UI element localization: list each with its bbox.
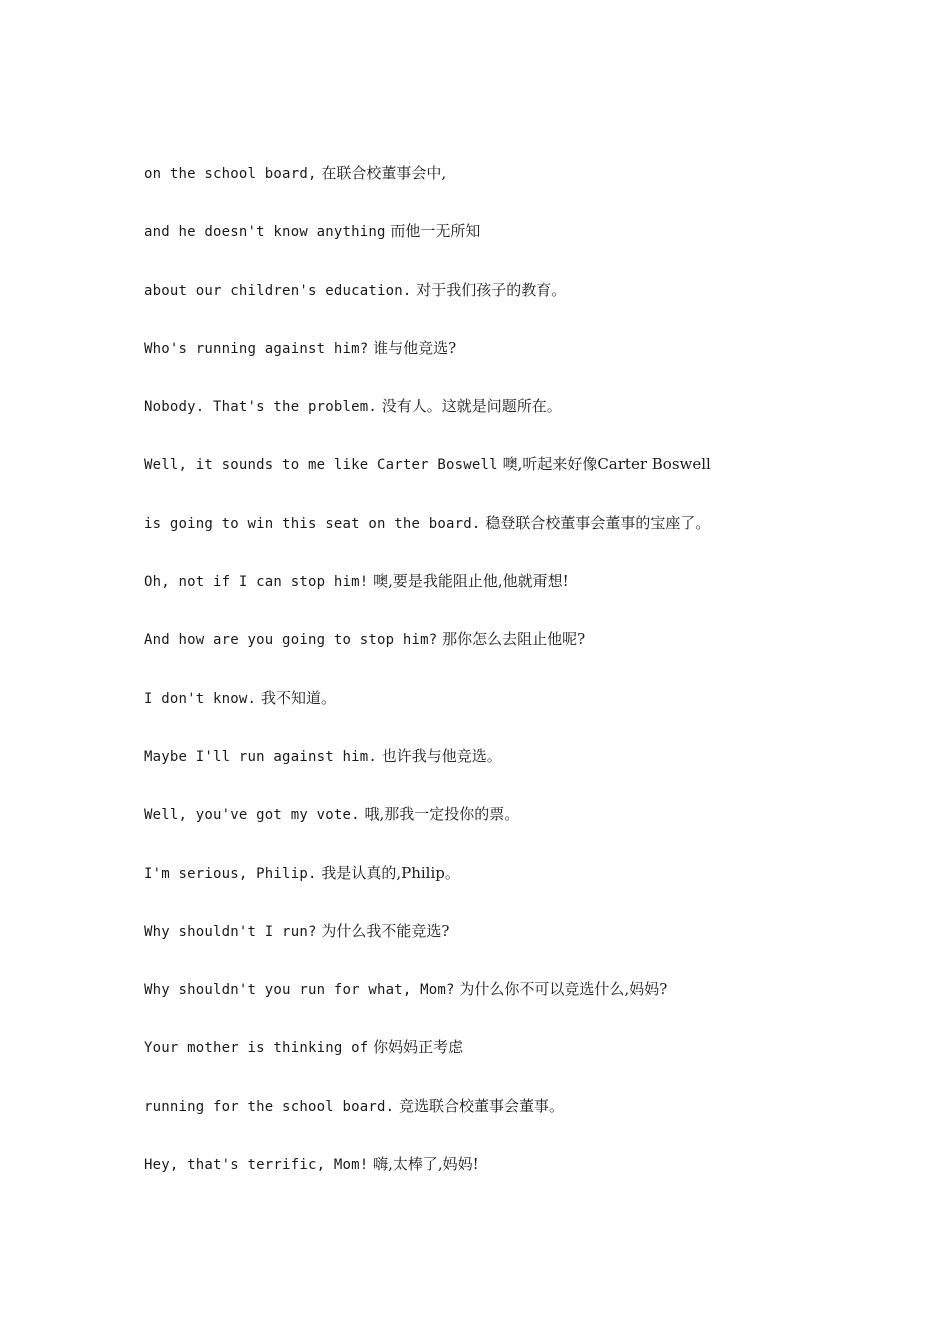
dialogue-line bbox=[144, 512, 904, 570]
dialogue-line bbox=[144, 162, 904, 220]
english-text: on the school board, bbox=[144, 166, 317, 182]
chinese-text: 谁与他竞选? bbox=[373, 338, 457, 357]
chinese-text: 嗨,太棒了,妈妈! bbox=[373, 1155, 479, 1174]
chinese-text: 噢,听起来好像Carter Boswell bbox=[502, 455, 711, 474]
chinese-text: 你妈妈正考虑 bbox=[373, 1038, 464, 1057]
english-text: is going to win this seat on the board. bbox=[144, 515, 481, 532]
english-text: Your mother is thinking of bbox=[144, 1040, 369, 1057]
chinese-text: 而他一无所知 bbox=[390, 222, 481, 241]
dialogue-line bbox=[144, 687, 904, 745]
english-text: Who's running against him? bbox=[144, 340, 369, 357]
english-text: and he doesn't know anything bbox=[144, 224, 386, 241]
chinese-text: 也许我与他竞选。 bbox=[381, 746, 502, 765]
dialogue-line bbox=[144, 1036, 904, 1094]
english-text: about our children's education. bbox=[144, 282, 412, 299]
dialogue-line bbox=[144, 862, 904, 920]
english-text: Maybe I'll run against him. bbox=[144, 748, 377, 765]
dialogue-line bbox=[144, 978, 904, 1036]
dialogue-line bbox=[144, 220, 904, 278]
english-text: And how are you going to stop him? bbox=[144, 632, 438, 649]
chinese-text: 稳登联合校董事会董事的宝座了。 bbox=[485, 513, 711, 532]
chinese-text: 对于我们孩子的教育。 bbox=[416, 280, 567, 299]
dialogue-line bbox=[144, 395, 904, 453]
english-text: Why shouldn't I run? bbox=[144, 923, 317, 940]
dialogue-lines bbox=[144, 162, 904, 1211]
dialogue-line bbox=[144, 453, 904, 511]
chinese-text: 噢,要是我能阻止他,他就甭想! bbox=[373, 572, 569, 591]
chinese-text: 没有人。这就是问题所在。 bbox=[381, 397, 562, 416]
dialogue-line bbox=[144, 279, 904, 337]
chinese-text: 在联合校董事会中, bbox=[321, 164, 447, 182]
chinese-text: 哦,那我一定投你的票。 bbox=[364, 805, 520, 824]
english-text: Hey, that's terrific, Mom! bbox=[144, 1157, 369, 1174]
dialogue-line bbox=[144, 570, 904, 628]
chinese-text: 那你怎么去阻止他呢? bbox=[442, 630, 586, 649]
english-text: I don't know. bbox=[144, 690, 257, 707]
dialogue-line bbox=[144, 1153, 904, 1211]
dialogue-line bbox=[144, 920, 904, 978]
chinese-text: 我不知道。 bbox=[260, 688, 336, 707]
chinese-text: 为什么我不能竞选? bbox=[321, 921, 450, 940]
chinese-text: 为什么你不可以竞选什么,妈妈? bbox=[459, 980, 668, 999]
english-text: Well, it sounds to me like Carter Boswell bbox=[144, 457, 498, 474]
dialogue-line bbox=[144, 337, 904, 395]
chinese-text: 我是认真的,Philip。 bbox=[321, 863, 460, 882]
dialogue-line bbox=[144, 628, 904, 686]
english-text: Oh, not if I can stop him! bbox=[144, 574, 369, 591]
english-text: Nobody. That's the problem. bbox=[144, 399, 377, 416]
english-text: running for the school board. bbox=[144, 1098, 395, 1115]
english-text: Why shouldn't you run for what, Mom? bbox=[144, 982, 455, 999]
dialogue-line bbox=[144, 803, 904, 861]
dialogue-line bbox=[144, 745, 904, 803]
chinese-text: 竞选联合校董事会董事。 bbox=[399, 1096, 565, 1115]
english-text: I'm serious, Philip. bbox=[144, 865, 317, 882]
dialogue-line bbox=[144, 1095, 904, 1153]
english-text: Well, you've got my vote. bbox=[144, 807, 360, 824]
